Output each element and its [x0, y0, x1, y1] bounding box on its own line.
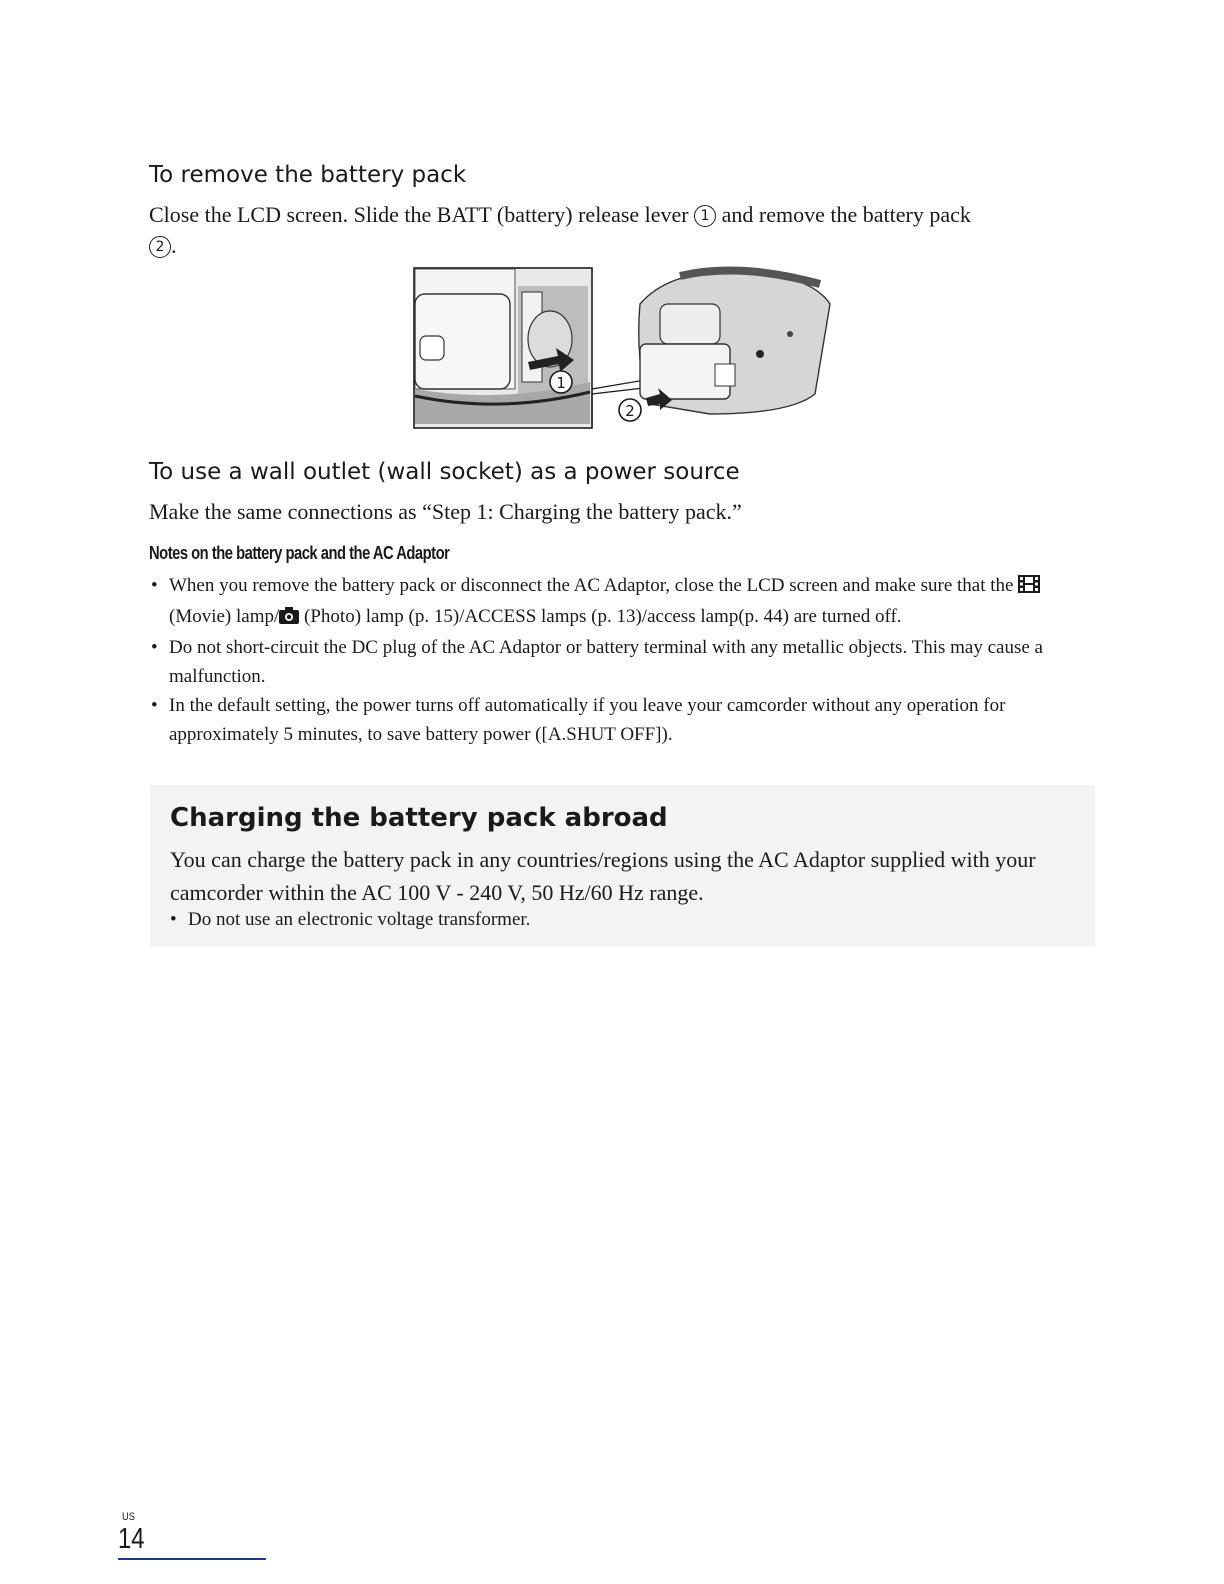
wall-outlet-text: Make the same connections as “Step 1: Charging the battery pack.”	[149, 499, 742, 524]
camera-icon	[279, 604, 299, 633]
note-item: • Do not short-circuit the DC plug of the AC Adaptor or battery terminal with any metallic objects. This may cause a malfunction.	[149, 633, 1084, 691]
charging-abroad-text: You can charge the battery pack in any countries/regions using the AC Adaptor supplied with your camcorder within the AC 100 V - 240 V, 50 Hz/60 Hz range.	[170, 847, 1036, 905]
remove-battery-text	[149, 199, 1089, 261]
page-number: 14	[118, 1523, 145, 1555]
wall-outlet-heading: To use a wall outlet (wall socket) as a power source	[149, 459, 740, 485]
page-rule	[118, 1558, 266, 1560]
note-1-part1: When you remove the battery pack or disconnect the AC Adaptor, close the LCD screen and make sure that the	[169, 575, 1014, 596]
page-region-label: US	[122, 1511, 135, 1523]
charging-abroad-bullet: • Do not use an electronic voltage transformer.	[170, 909, 530, 931]
notes-list	[149, 571, 1084, 749]
marker-1-icon: 1	[694, 205, 716, 227]
battery-removal-illustration	[410, 264, 840, 434]
callout-2-label: 2	[625, 402, 635, 420]
camcorder-battery-illustration	[410, 264, 840, 434]
notes-title: Notes on the battery pack and the AC Adaptor	[149, 543, 450, 563]
note-item	[149, 571, 1084, 633]
charging-abroad-heading: Charging the battery pack abroad	[170, 803, 668, 833]
remove-text-part1: Close the LCD screen. Slide the BATT (battery) release lever	[149, 202, 689, 227]
film-strip-icon	[1018, 573, 1040, 602]
charging-abroad-box	[150, 785, 1095, 947]
note-item: • In the default setting, the power turns off automatically if you leave your camcorder without any operation for approximately 5 minutes, to save battery power ([A.SHUT OFF]).	[149, 691, 1084, 749]
callout-1-label: 1	[556, 374, 566, 392]
note-1-part2: (Movie) lamp/	[169, 606, 280, 627]
remove-battery-heading: To remove the battery pack	[149, 162, 467, 188]
note-1-part3: (Photo) lamp (p. 15)/ACCESS lamps (p. 13)/access lamp(p. 44) are turned off.	[304, 606, 902, 627]
remove-text-end: .	[171, 233, 177, 258]
remove-text-part2: and remove the battery pack	[721, 202, 971, 227]
marker-2-icon: 2	[149, 236, 171, 258]
